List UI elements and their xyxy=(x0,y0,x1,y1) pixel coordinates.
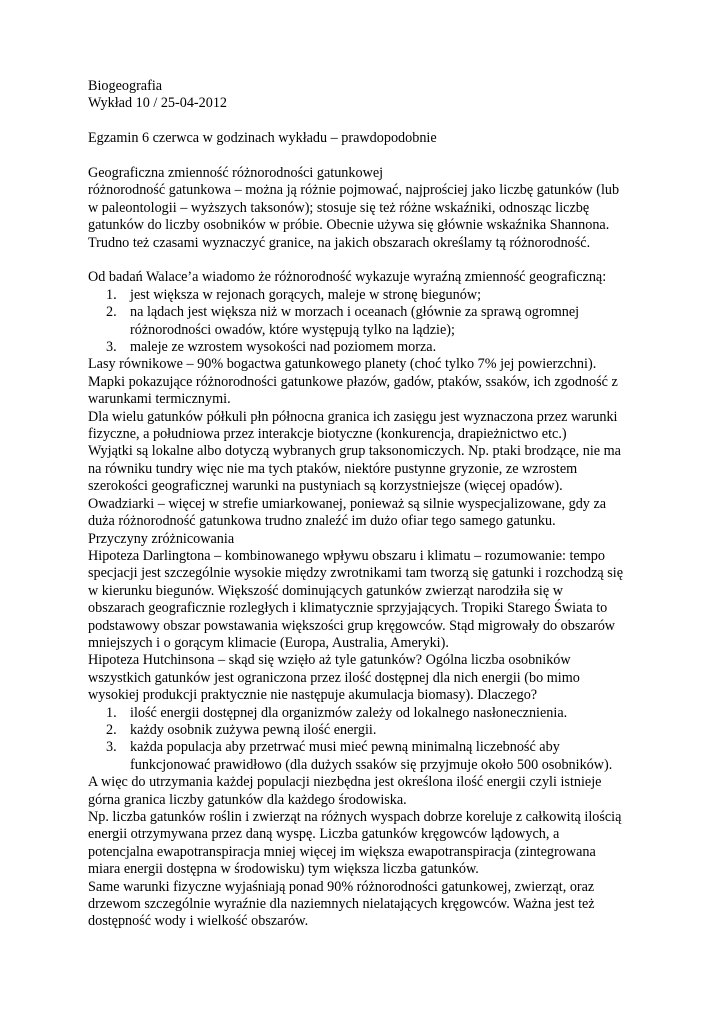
paragraph-line: Przyczyny zróżnicowania xyxy=(88,530,235,547)
list-number: 1. xyxy=(106,704,117,721)
paragraph-line: wszystkich gatunków jest ograniczona przez ilość dostępnej dla nich energii (bo mimo xyxy=(88,669,580,686)
list-item-text xyxy=(130,722,648,739)
exam-note: Egzamin 6 czerwca w godzinach wykładu – prawdopodobnie xyxy=(88,130,437,147)
paragraph-line: Hipoteza Hutchinsona – skąd się wzięło aż tyle gatunków? Ogólna liczba osobników xyxy=(88,652,571,669)
closing-paragraphs xyxy=(88,774,648,931)
paragraph-line: różnorodność gatunkowa – można ją różnie pojmować, najprościej jako liczbę gatunków (lub xyxy=(88,182,620,199)
paragraph-line: w kierunku biegunów. Większość dominujących gatunków zwierząt narodziła się w xyxy=(88,582,563,599)
list-item-line: maleje ze wzrostem wysokości nad poziomem morza. xyxy=(130,339,437,356)
list-item-line: na lądach jest większa niż w morzach i oceanach (głównie za sprawą ogromnej xyxy=(130,304,580,321)
list-item-line: jest większa w rejonach gorących, maleje w stronę biegunów; xyxy=(130,286,482,303)
paragraph-line: Mapki pokazujące różnorodności gatunkowe płazów, gadów, ptaków, ssaków, ich zgodność z xyxy=(88,373,618,390)
paragraph-line: fizyczne, a południowa przez interakcje biotyczne (konkurencja, drapieżnictwo etc.) xyxy=(88,426,567,443)
list-number: 3. xyxy=(106,739,117,756)
section-heading: Geograficzna zmienność różnorodności gatunkowej xyxy=(88,165,384,181)
paragraph-line: Dla wielu gatunków półkuli płn północna granica ich zasięgu jest wyznaczona przez warunki xyxy=(88,408,618,425)
paragraph-line: duża różnorodność gatunkowa trudno znaleźć im dużo ofiar tego samego gatunku. xyxy=(88,513,556,530)
paragraph-line: Np. liczba gatunków roślin i zwierząt na różnych wyspach dobrze koreluje z całkowitą ilością xyxy=(88,809,622,826)
paragraph-line: Trudno też czasami wyznaczyć granice, na jakich obszarach określamy tą różnorodność. xyxy=(88,234,591,251)
list-item-line: różnorodności owadów, które występują tylko na lądzie); xyxy=(130,321,455,338)
wallace-intro: Od badań Walace’a wiadomo że różnorodność wykazuje wyraźną zmienność geograficzną: xyxy=(88,269,607,286)
paragraph-line: warunkami termicznymi. xyxy=(88,391,231,408)
body-paragraphs xyxy=(88,356,648,704)
list-item xyxy=(88,287,648,304)
numbered-list-hutchinson xyxy=(88,705,648,775)
section1-paragraph xyxy=(88,182,648,252)
paragraph-line: drzewom szczególnie wyraźnie dla naziemnych nielatających kręgowców. Ważna jest też xyxy=(88,896,595,913)
paragraph-line: górna granica liczby gatunków dla każdego środowiska. xyxy=(88,791,407,808)
paragraph-line: A więc do utrzymania każdej populacji niezbędna jest określona ilość energii czyli istnieje xyxy=(88,774,602,791)
paragraph-line: w paleontologii – wyższych taksonów); stosuje się też różne wskaźniki, odnosząc liczbę xyxy=(88,199,590,216)
list-item-line: ilość energii dostępnej dla organizmów zależy od lokalnego nasłonecznienia. xyxy=(130,704,568,721)
paragraph-line: gatunków do liczby osobników w próbie. Obecnie używa się głównie wskaźnika Shannona. xyxy=(88,217,610,234)
list-item-text xyxy=(130,287,648,304)
list-item-line: każda populacja aby przetrwać musi mieć pewną minimalną liczebność aby xyxy=(130,739,560,756)
list-item xyxy=(88,722,648,739)
list-number: 2. xyxy=(106,721,117,738)
list-item-line: funkcjonować prawidłowo (dla dużych ssaków się przyjmuje około 500 osobników). xyxy=(130,756,613,773)
lecture-info: Wykład 10 / 25-04-2012 xyxy=(88,95,228,112)
paragraph-line: Wyjątki są lokalne albo dotyczą wybranych grup taksonomiczych. Np. ptaki brodzące, nie ma xyxy=(88,443,621,460)
paragraph-line: Hipoteza Darlingtona – kombinowanego wpływu obszaru i klimatu – rozumowanie: tempo xyxy=(88,547,605,564)
paragraph-line: Same warunki fizyczne wyjaśniają ponad 90% różnorodności gatunkowej, zwierząt, oraz xyxy=(88,878,595,895)
list-item-line: każdy osobnik zużywa pewną ilość energii. xyxy=(130,721,377,738)
paragraph-line: podstawowy obszar powstawania większości grup kręgowców. Stąd migrowały do obszarów xyxy=(88,617,616,634)
document-title: Biogeografia xyxy=(88,78,163,94)
paragraph-line: obszarach geograficznie rozległych i klimatycznie sprzyjających. Tropiki Starego Świata to xyxy=(88,600,608,617)
paragraph-line: Owadziarki – więcej w strefie umiarkowanej, ponieważ są silnie wyspecjalizowane, gdy za xyxy=(88,495,607,512)
list-item xyxy=(88,339,648,356)
list-item-text xyxy=(130,705,648,722)
paragraph-line: energii otrzymywana przez daną wyspę. Liczba gatunków kręgowców lądowych, a xyxy=(88,826,560,843)
list-item xyxy=(88,705,648,722)
list-item-text xyxy=(130,339,648,356)
list-item xyxy=(88,739,648,774)
paragraph-line: miara energii dostępna w środowisku) tym większa liczba gatunków. xyxy=(88,861,479,878)
paragraph-line: dostępność wody i wielkość obszarów. xyxy=(88,913,309,930)
paragraph-line: na równiku tundry więc nie ma tych ptaków, niektóre pustynne gryzonie, ze wzrostem xyxy=(88,460,578,477)
list-number: 1. xyxy=(106,286,117,303)
list-item xyxy=(88,304,648,339)
list-item-text xyxy=(130,304,648,339)
document-page xyxy=(88,78,648,931)
list-number: 2. xyxy=(106,304,117,321)
list-item-text xyxy=(130,739,648,774)
paragraph-line: mniejszych i o gorącym klimacie (Europa, Australia, Ameryki). xyxy=(88,634,449,651)
paragraph-line: potencjalna ewapotranspiracja mniej więcej im większa ewapotranspiracja (zintegrowana xyxy=(88,843,596,860)
paragraph-line: szerokości geograficznej warunki na pustyniach są korzystniejsze (więcej opadów). xyxy=(88,478,563,495)
paragraph-line: specjacji jest szczególnie wysokie między zwrotnikami tam tworzą się gatunki i rozchodzą się xyxy=(88,565,623,582)
list-number: 3. xyxy=(106,339,117,356)
numbered-list-wallace xyxy=(88,287,648,357)
paragraph-line: Lasy równikowe – 90% bogactwa gatunkowego planety (choć tylko 7% jej powierzchni). xyxy=(88,356,597,373)
paragraph-line: wysokiej produkcji praktycznie nie następuje akumulacja biomasy). Dlaczego? xyxy=(88,687,538,704)
